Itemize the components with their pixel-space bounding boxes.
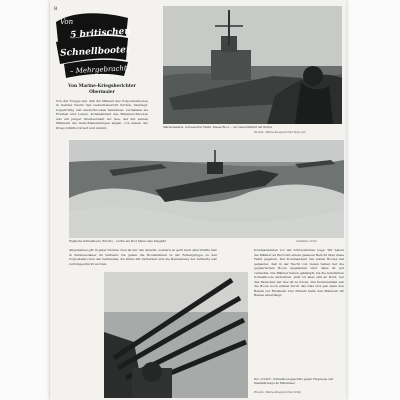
svg-text:Von: Von	[60, 18, 74, 26]
lead-paragraph: Von der Treppe her, daß die Männer des Vorpostenbootes in tiefster Nacht den Gefechtsbericht hörten, überlegt, folgerichtig und unerschrocken handelten, verdanken sie Freiheit und Leben. Kommandant des Minensuchbootes war ein junger Oberleutnant zur See, der mit seinen Männern die Gefechtsmeldungen abgab, von denen der Krieg Schiffe fordert und nimmt.	[56, 99, 148, 130]
title-logo	[54, 12, 130, 80]
middle-photo-caption: Englische Schnellboote (M.G.B.) – rechts ein Boot hinter dem Steigfeld	[69, 239, 166, 243]
body-text-right: Kommandanten vor der Schrecklichen Lage: Wir haben die Männer an Bord mit einem genauen Bericht über diese Fahrt gegeben. Der Kommandant des ersten Bootes hat gemeldet, daß in der Nacht von vielen Seiten her die gegnerischen Boote angelaufen sind. Alles ist gut verlaufen. Die Männer haben gekämpft, bis die feindlichen Schnellboote abdrehten. Jetzt ist alles still an Bord, nur das Rauschen der See ist zu hören. Der Kommandant sah die Boote noch einmal durch das Glas und gab dann den Befehl zur Rückkehr. Der Einsatz hatte den Männern ihr Bestes abverlangt.	[254, 248, 344, 297]
top-photo-caption: Marinemalerei: verbesserter Stand. Dieses Boot ... zur Gefechtsfahrt der Kutter	[163, 125, 273, 129]
svg-text:– Mehrgebracht!: – Mehrgebracht!	[69, 64, 130, 76]
svg-text:5 britischen: 5 britischen	[69, 26, 130, 41]
body-text-left: Allgemeines gilt in jeder Stunde: Neu ist nur der Ansicht, sondern es geht nach aller Kräfte hier in Pensionsdauer im Verband. Da gehen die Bootsmänner in der Rollengruppe zu den Vorpostenbooten des Verbandes; die Küste mit Sicherheit und die Bemannung der Artillerie war zurückgeschickt worden.	[69, 248, 217, 266]
bottom-photo-credit: PK-Aufn.: Marine-Kriegsberichter Schön	[254, 391, 302, 394]
svg-text:Schnellbooten: Schnellbooten	[59, 44, 130, 59]
page-number: 8	[54, 6, 58, 12]
middle-photo-credit: Aufnahme: Archiv	[296, 240, 317, 243]
anti-aircraft-guns-photo	[104, 272, 248, 398]
speedboats-at-sea-photo	[69, 140, 344, 238]
magazine-page	[50, 0, 346, 400]
warship-bow-photo	[163, 6, 342, 124]
bottom-photo-caption: Der „Vorhut", Schnellbootsgeschütz gegen Flugzeuge und Kleinfahrzeuge im Mittelmeer	[254, 377, 334, 385]
top-photo-credit: PK-Aufn.: Marine-Kriegsberichter Bode (Atl.)	[254, 131, 307, 134]
byline: Von Marine-Kriegsberichter Obermaier	[68, 84, 136, 95]
